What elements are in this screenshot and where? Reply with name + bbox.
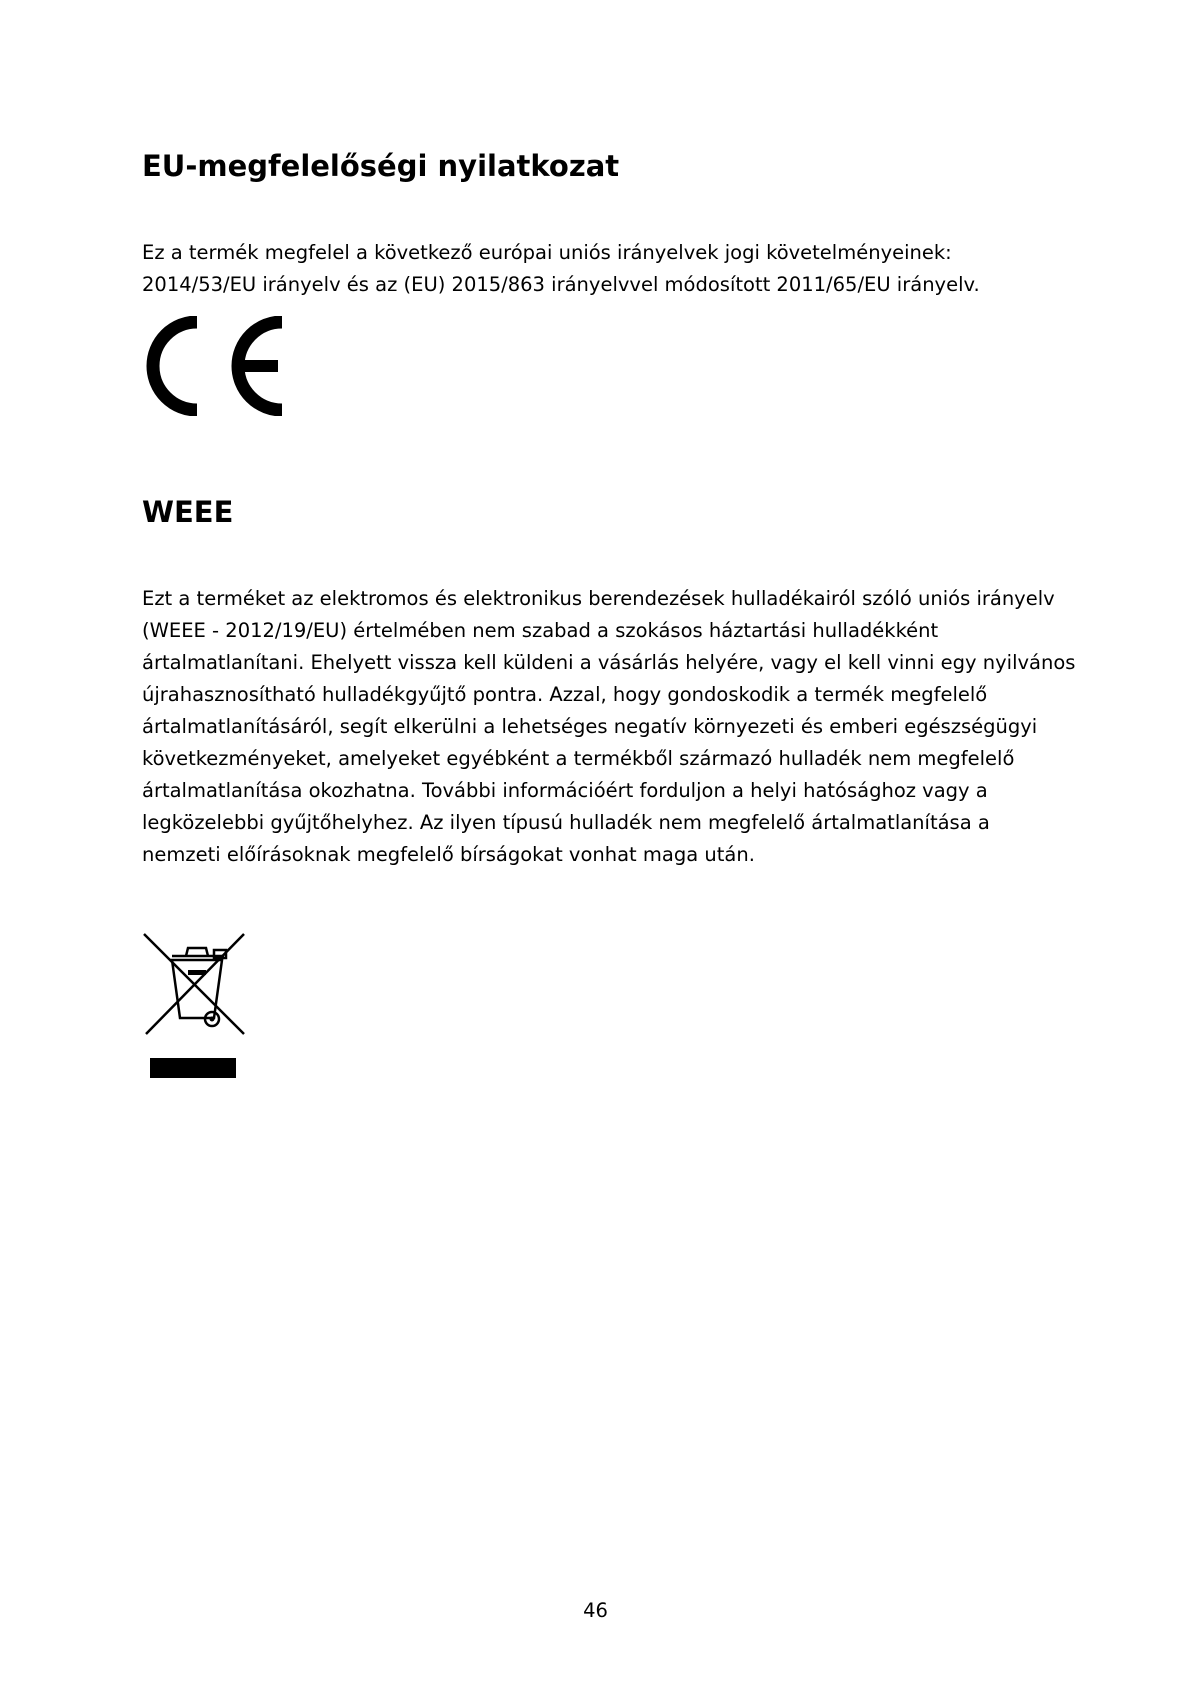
text-line: (WEEE - 2012/19/EU) értelmében nem szabad a szokásos háztartási hulladékként — [142, 619, 939, 642]
text-line: következményeket, amelyeket egyébként a termékből származó hulladék nem megfelelő — [142, 747, 1015, 770]
eu-declaration-heading: EU-megfelelőségi nyilatkozat — [142, 149, 620, 183]
text-line: ártalmatlanítani. Ehelyett vissza kell küldeni a vásárlás helyére, vagy el kell vinni egy nyilvános — [142, 651, 1076, 674]
text-line: ártalmatlanítása okozhatna. További információért forduljon a helyi hatósághoz vagy a — [142, 779, 988, 802]
text-line: legközelebbi gyűjtőhelyhez. Az ilyen típusú hulladék nem megfelelő ártalmatlanítása a — [142, 811, 990, 834]
crossed-out-wheelie-bin-icon — [142, 932, 246, 1080]
weee-text — [142, 583, 1092, 871]
text-line: Ezt a terméket az elektromos és elektronikus berendezések hulladékairól szóló uniós irányelv — [142, 587, 1055, 610]
ce-mark-icon — [142, 316, 282, 416]
text-line: 2014/53/EU irányelv és az (EU) 2015/863 irányelvvel módosított 2011/65/EU irányelv. — [142, 273, 980, 296]
page-number: 46 — [583, 1599, 608, 1622]
text-line: újrahasznosítható hulladékgyűjtő pontra. Azzal, hogy gondoskodik a termék megfelelő — [142, 683, 988, 706]
text-line: nemzeti előírásoknak megfelelő bírságokat vonhat maga után. — [142, 843, 755, 866]
text-line: Ez a termék megfelel a következő európai uniós irányelvek jogi követelményeinek: — [142, 241, 952, 264]
eu-declaration-text — [142, 237, 1092, 301]
text-line: ártalmatlanításáról, segít elkerülni a lehetséges negatív környezeti és emberi egészségügyi — [142, 715, 1038, 738]
weee-heading: WEEE — [142, 495, 234, 529]
